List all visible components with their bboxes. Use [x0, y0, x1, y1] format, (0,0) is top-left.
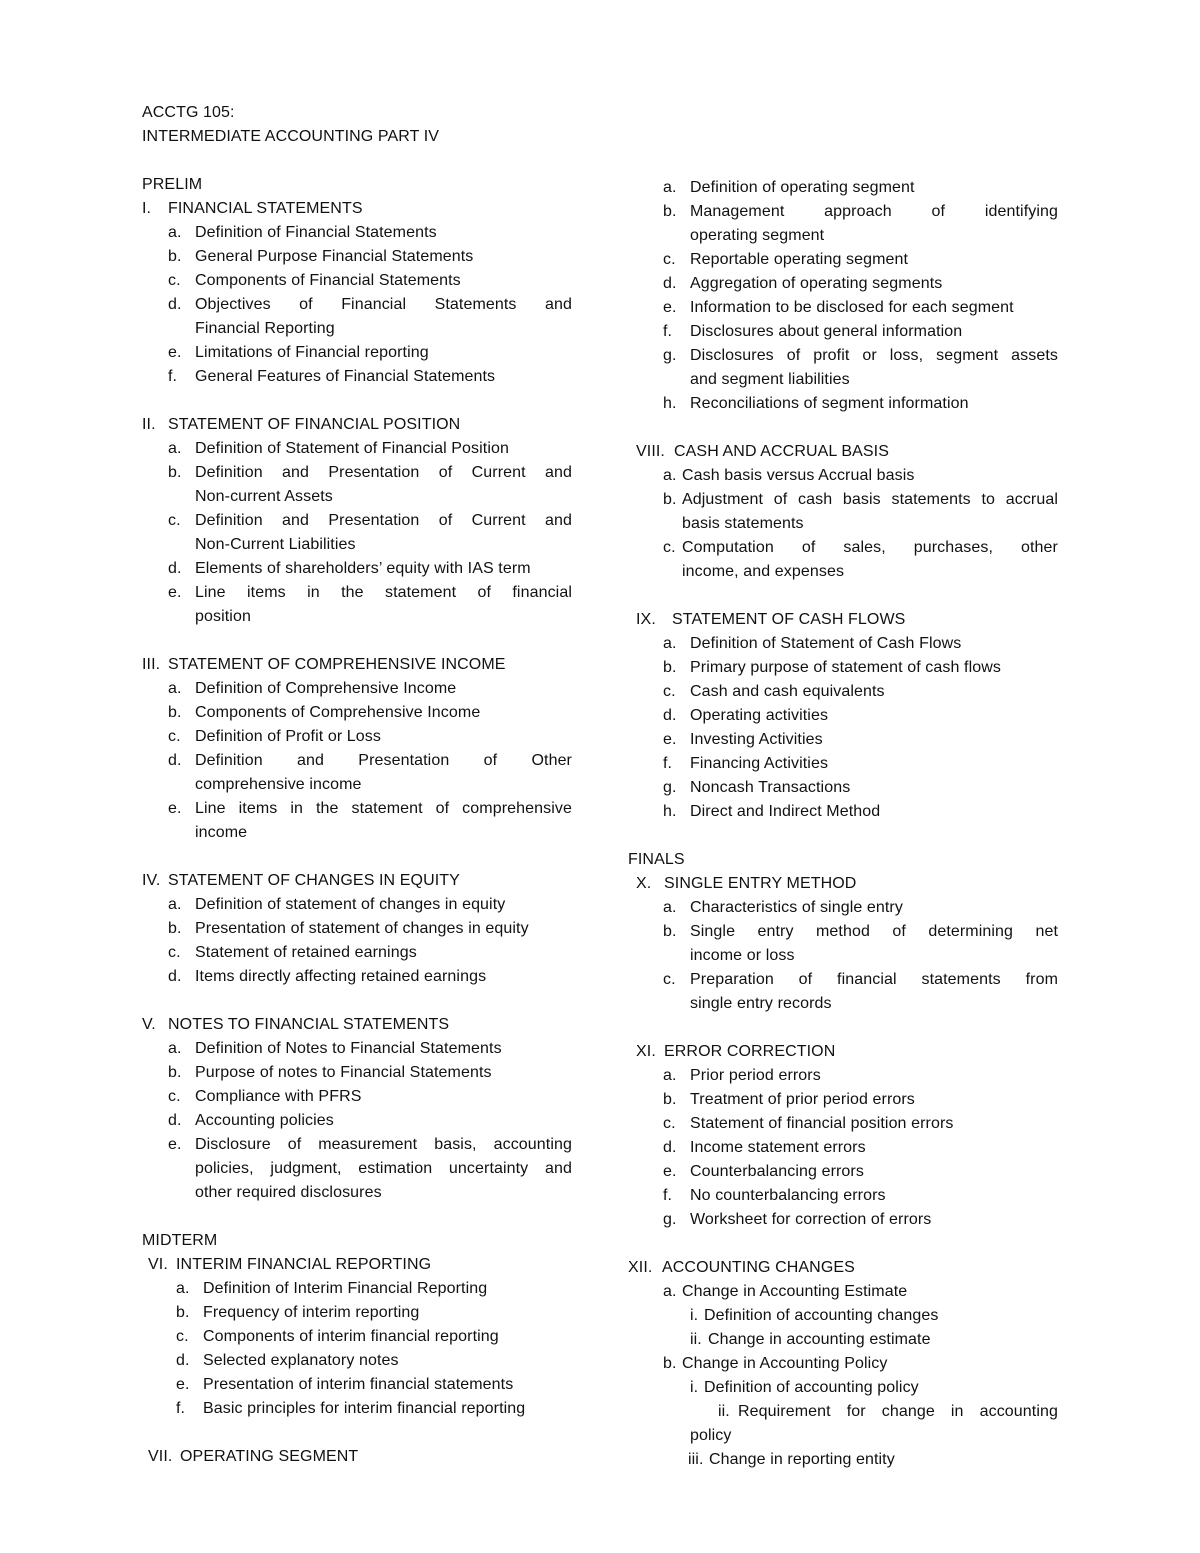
item-marker: a. [176, 1280, 190, 1297]
section-number: IX. [636, 611, 656, 628]
item-text: other required disclosures [195, 1184, 382, 1201]
item-marker: c. [168, 272, 181, 289]
item-text: Definition of accounting changes [704, 1307, 939, 1324]
item-marker: a. [663, 467, 677, 484]
section-title: STATEMENT OF CASH FLOWS [672, 611, 906, 628]
item-marker: e. [168, 584, 182, 601]
section-number: VII. [148, 1448, 173, 1465]
subsection-marker: b. [663, 1355, 677, 1372]
item-text: Investing Activities [690, 731, 823, 748]
item-text: comprehensive income [195, 776, 362, 793]
item-marker: b. [168, 1064, 182, 1081]
item-marker: d. [663, 1139, 677, 1156]
item-text: Aggregation of operating segments [690, 275, 943, 292]
item-text: Non-current Assets [195, 488, 333, 505]
section-number: VI. [148, 1256, 168, 1273]
item-marker: c. [663, 539, 676, 556]
section-title: CASH AND ACCRUAL BASIS [674, 443, 890, 460]
item-text: Primary purpose of statement of cash flows [690, 659, 1001, 676]
item-text: Objectives of Financial Statements and [195, 296, 572, 313]
section-title: STATEMENT OF FINANCIAL POSITION [168, 416, 461, 433]
item-marker: b. [663, 203, 677, 220]
item-marker: c. [168, 944, 181, 961]
item-marker: g. [663, 1211, 677, 1228]
item-marker: d. [663, 275, 677, 292]
item-marker: e. [663, 299, 677, 316]
roman-marker: iii. [688, 1451, 704, 1468]
section-title: STATEMENT OF COMPREHENSIVE INCOME [168, 656, 506, 673]
item-marker: c. [663, 1115, 676, 1132]
item-text: Presentation of interim financial statements [203, 1376, 514, 1393]
item-marker: a. [663, 635, 677, 652]
section-title: FINANCIAL STATEMENTS [168, 200, 363, 217]
item-marker: g. [663, 347, 677, 364]
item-marker: b. [663, 923, 677, 940]
item-text: income or loss [690, 947, 795, 964]
section-number: VIII. [636, 443, 665, 460]
item-text: Line items in the statement of comprehensive [195, 800, 572, 817]
section-number: IV. [142, 872, 161, 889]
section-title: ERROR CORRECTION [664, 1043, 836, 1060]
item-text: Computation of sales, purchases, other [682, 539, 1058, 556]
section-title: OPERATING SEGMENT [180, 1448, 359, 1465]
item-text: Definition of Statement of Cash Flows [690, 635, 962, 652]
item-text: Financing Activities [690, 755, 829, 772]
section-title: STATEMENT OF CHANGES IN EQUITY [168, 872, 460, 889]
item-marker: b. [168, 464, 182, 481]
section-number: X. [636, 875, 652, 892]
item-text: and segment liabilities [690, 371, 850, 388]
item-text: Characteristics of single entry [690, 899, 903, 916]
item-text: Accounting policies [195, 1112, 334, 1129]
item-text: Definition and Presentation of Current and [195, 464, 572, 481]
item-text: Counterbalancing errors [690, 1163, 864, 1180]
item-text: Disclosures of profit or loss, segment assets [690, 347, 1058, 364]
item-text: Single entry method of determining net [690, 923, 1058, 940]
item-text: Limitations of Financial reporting [195, 344, 429, 361]
item-text: Components of interim financial reporting [203, 1328, 499, 1345]
item-text: Definition of Notes to Financial Statements [195, 1040, 502, 1057]
section-number: V. [142, 1016, 156, 1033]
item-marker: b. [168, 248, 182, 265]
item-marker: c. [663, 251, 676, 268]
item-text: Change in reporting entity [709, 1451, 895, 1468]
item-text: Treatment of prior period errors [690, 1091, 915, 1108]
item-marker: h. [663, 395, 677, 412]
item-marker: d. [168, 296, 182, 313]
item-text: General Features of Financial Statements [195, 368, 496, 385]
item-marker: b. [663, 1091, 677, 1108]
item-text: policies, judgment, estimation uncertainty and [195, 1160, 572, 1177]
item-text: Definition of Interim Financial Reporting [203, 1280, 488, 1297]
item-text: General Purpose Financial Statements [195, 248, 474, 265]
roman-marker: ii. [690, 1331, 702, 1348]
item-marker: c. [168, 512, 181, 529]
item-marker: f. [663, 323, 673, 340]
item-text: Direct and Indirect Method [690, 803, 881, 820]
item-text: Definition of Financial Statements [195, 224, 437, 241]
item-text: Items directly affecting retained earnings [195, 968, 487, 985]
item-marker: a. [663, 899, 677, 916]
item-text: income, and expenses [682, 563, 845, 580]
item-text: policy [690, 1427, 732, 1444]
section-title: SINGLE ENTRY METHOD [664, 875, 857, 892]
item-text: Definition of Comprehensive Income [195, 680, 457, 697]
item-text: No counterbalancing errors [690, 1187, 886, 1204]
item-text: Components of Comprehensive Income [195, 704, 481, 721]
item-text: Definition of accounting policy [704, 1379, 919, 1396]
item-text: Frequency of interim reporting [203, 1304, 420, 1321]
item-text: Management approach of identifying [690, 203, 1058, 220]
item-text: operating segment [690, 227, 825, 244]
item-marker: a. [168, 1040, 182, 1057]
item-text: Cash basis versus Accrual basis [682, 467, 915, 484]
item-marker: e. [168, 344, 182, 361]
section-number: I. [142, 200, 152, 217]
prelim-heading: PRELIM [142, 176, 203, 193]
section-number: XII. [628, 1259, 653, 1276]
item-marker: a. [663, 1067, 677, 1084]
item-marker: f. [663, 755, 673, 772]
item-text: Definition of Statement of Financial Position [195, 440, 509, 457]
roman-marker: ii. [718, 1403, 730, 1420]
item-text: Elements of shareholders’ equity with IAS term [195, 560, 531, 577]
item-marker: a. [168, 440, 182, 457]
roman-marker: i. [690, 1379, 699, 1396]
item-marker: b. [663, 491, 677, 508]
item-marker: d. [176, 1352, 190, 1369]
item-text: Definition and Presentation of Other [195, 752, 572, 769]
item-text: Information to be disclosed for each segment [690, 299, 1014, 316]
item-text: Reconciliations of segment information [690, 395, 969, 412]
item-marker: d. [168, 968, 182, 985]
item-marker: e. [168, 800, 182, 817]
item-text: Requirement for change in accounting [738, 1403, 1058, 1420]
item-text: Presentation of statement of changes in equity [195, 920, 529, 937]
item-text: Line items in the statement of financial [195, 584, 572, 601]
item-text: Non-Current Liabilities [195, 536, 356, 553]
section-title: ACCOUNTING CHANGES [662, 1259, 855, 1276]
item-marker: e. [663, 731, 677, 748]
item-marker: b. [663, 659, 677, 676]
item-text: single entry records [690, 995, 832, 1012]
item-text: Selected explanatory notes [203, 1352, 399, 1369]
section-title: NOTES TO FINANCIAL STATEMENTS [168, 1016, 450, 1033]
item-text: Adjustment of cash basis statements to accrual [682, 491, 1058, 508]
item-text: Disclosures about general information [690, 323, 963, 340]
item-text: Compliance with PFRS [195, 1088, 362, 1105]
item-marker: d. [168, 752, 182, 769]
item-text: position [195, 608, 251, 625]
subsection-title: Change in Accounting Estimate [682, 1283, 908, 1300]
item-marker: e. [176, 1376, 190, 1393]
item-marker: c. [663, 683, 676, 700]
subsection-title: Change in Accounting Policy [682, 1355, 888, 1372]
item-marker: b. [176, 1304, 190, 1321]
item-text: Financial Reporting [195, 320, 335, 337]
item-text: Definition and Presentation of Current and [195, 512, 572, 529]
item-marker: a. [168, 896, 182, 913]
item-marker: d. [168, 560, 182, 577]
item-text: Operating activities [690, 707, 829, 724]
item-text: Reportable operating segment [690, 251, 909, 268]
item-marker: c. [176, 1328, 189, 1345]
item-marker: c. [663, 971, 676, 988]
item-marker: e. [168, 1136, 182, 1153]
item-text: Definition of operating segment [690, 179, 915, 196]
section-title: INTERIM FINANCIAL REPORTING [176, 1256, 432, 1273]
item-marker: b. [168, 704, 182, 721]
item-text: Disclosure of measurement basis, accounting [195, 1136, 572, 1153]
item-marker: h. [663, 803, 677, 820]
item-text: Components of Financial Statements [195, 272, 461, 289]
item-text: Worksheet for correction of errors [690, 1211, 932, 1228]
item-text: Change in accounting estimate [708, 1331, 931, 1348]
finals-heading: FINALS [628, 851, 685, 868]
midterm-heading: MIDTERM [142, 1232, 218, 1249]
item-marker: c. [168, 728, 181, 745]
item-marker: b. [168, 920, 182, 937]
item-marker: d. [663, 707, 677, 724]
item-marker: e. [663, 1163, 677, 1180]
item-text: Preparation of financial statements from [690, 971, 1058, 988]
item-marker: d. [168, 1112, 182, 1129]
item-text: Definition of statement of changes in equity [195, 896, 506, 913]
item-text: Definition of Profit or Loss [195, 728, 381, 745]
course-title: INTERMEDIATE ACCOUNTING PART IV [142, 128, 440, 145]
item-marker: g. [663, 779, 677, 796]
item-text: Basic principles for interim financial reporting [203, 1400, 526, 1417]
section-number: XI. [636, 1043, 656, 1060]
item-text: basis statements [682, 515, 804, 532]
item-marker: a. [168, 680, 182, 697]
roman-marker: i. [690, 1307, 699, 1324]
item-marker: a. [663, 179, 677, 196]
item-text: Noncash Transactions [690, 779, 851, 796]
course-code: ACCTG 105: [142, 104, 235, 121]
section-number: II. [142, 416, 156, 433]
item-marker: c. [168, 1088, 181, 1105]
item-marker: f. [663, 1187, 673, 1204]
section-number: III. [142, 656, 161, 673]
item-text: income [195, 824, 248, 841]
item-marker: a. [168, 224, 182, 241]
item-text: Prior period errors [690, 1067, 821, 1084]
item-marker: f. [168, 368, 178, 385]
item-text: Income statement errors [690, 1139, 866, 1156]
item-text: Statement of financial position errors [690, 1115, 954, 1132]
item-marker: f. [176, 1400, 186, 1417]
item-text: Cash and cash equivalents [690, 683, 885, 700]
item-text: Purpose of notes to Financial Statements [195, 1064, 492, 1081]
subsection-marker: a. [663, 1283, 677, 1300]
item-text: Statement of retained earnings [195, 944, 417, 961]
